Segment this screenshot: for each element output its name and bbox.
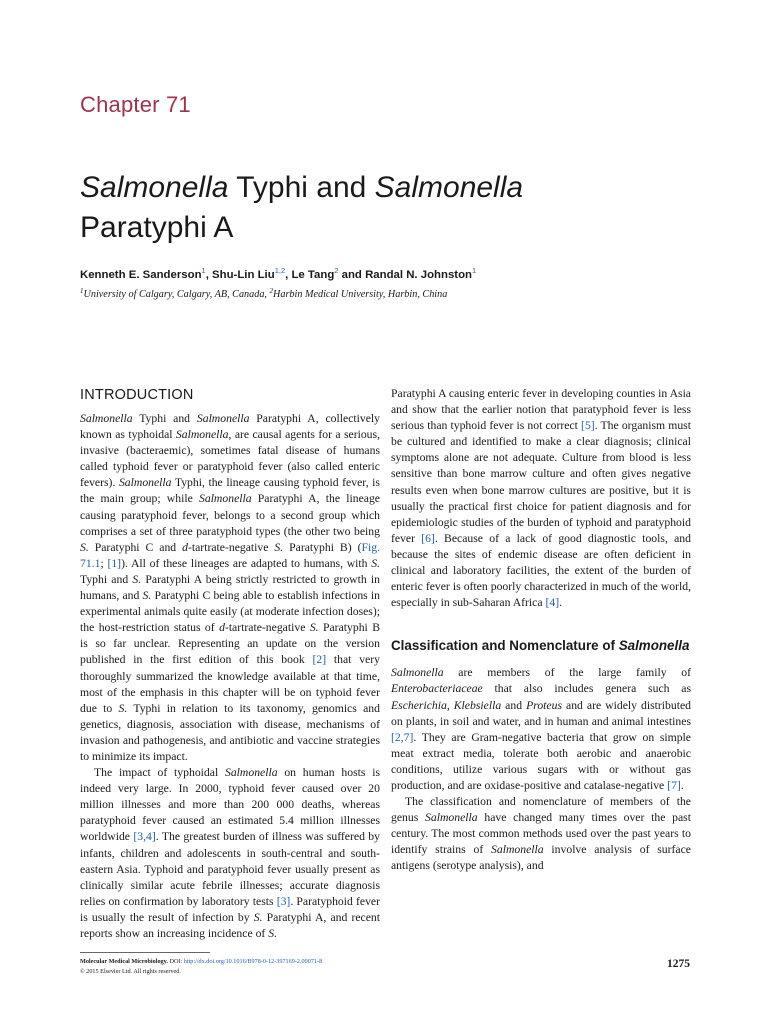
title-italic-2: Salmonella (374, 171, 524, 204)
text-run: Typhi and (80, 572, 133, 586)
italic-text: S. (118, 701, 128, 715)
footer-copyright: © 2015 Elsevier Ltd. All rights reserved. (80, 968, 181, 975)
text-run: Paratyphi A, collectively known as typhoidal (80, 412, 381, 442)
text-run: -tartrate-negative (187, 540, 275, 554)
italic-text: d (219, 621, 225, 635)
italic-text: Salmonella (175, 428, 229, 442)
italic-text: Salmonella (425, 811, 478, 825)
text-run: -tartrate-negative (224, 621, 310, 635)
citation-link[interactable]: [5] (581, 419, 595, 433)
footer-divider (80, 952, 210, 953)
introduction-paragraph-2 (80, 765, 380, 942)
text-run: ; (100, 556, 108, 570)
italic-text: Salmonella (196, 412, 250, 425)
author-separator: and (338, 269, 366, 281)
author (365, 266, 477, 281)
text-run: The classification and nomenclature of members of the genus (391, 795, 691, 825)
italic-text: S. (371, 556, 381, 570)
text-run: , are causal agents for a serious, invasive (bacteraemic), sometimes fatal disease of humans called typhoid fever or paratyphoid fever (also called enteric fevers). (80, 428, 380, 490)
citation-link[interactable]: [7] (667, 778, 681, 792)
text-run: that very thoroughly summarized the knowledge available at that time, most of the emphasis in this chapter will be on typhoid fever due to (80, 653, 380, 715)
text-run: Paratyphi B is so far unclear. Representing an update on the version published in the first edition of this book (80, 621, 381, 667)
citation-link[interactable]: [3,4] (133, 830, 156, 844)
footer-line-1 (80, 957, 322, 967)
italic-text: Salmonella (391, 666, 444, 680)
text-run: The impact of typhoidal (94, 766, 225, 780)
text-run: . The greatest burden of illness was suffered by infants, children and adolescents in south-central and south-eastern Asia. Typhoid and paratyphoid fever usually present as clinically similar acute febrile illnesses; accurate diagnosis relies on confirmation by laboratory tests (80, 830, 380, 908)
text-run: and (501, 698, 527, 712)
text-run: Typhi, the lineage causing typhoid fever, is the main group; while (80, 476, 380, 506)
author-name: Shu-Lin Liu (212, 269, 275, 281)
text-run: and are widely distributed on plants, in soil and water, and in human and animal intestines (391, 698, 692, 728)
citation-link[interactable]: [4] (545, 596, 560, 610)
italic-text: S. (253, 910, 263, 924)
italic-text: Salmonella (224, 766, 278, 780)
introduction-heading: INTRODUCTION (80, 387, 194, 403)
title-text-1: Typhi and (228, 171, 375, 204)
italic-text: Salmonella (80, 412, 133, 425)
italic-text: Salmonella (118, 476, 172, 490)
author (291, 266, 366, 281)
classification-heading-text: Classification and Nomenclature of (391, 638, 619, 654)
text-run: are members of the large family of (443, 666, 691, 680)
classification-heading-italic: Salmonella (618, 638, 690, 654)
citation-link[interactable]: [1] (107, 556, 122, 570)
author-affil-sup[interactable]: 1 (472, 266, 477, 275)
author (212, 266, 292, 281)
text-run: that also includes genera such as (482, 682, 691, 696)
text-run: . Because of a lack of good diagnostic tools, and because the sites of endemic disease are often deficient in clinical and laboratory facilities, the extent of the burden of enteric fever is often poorly characterized in much of the world, especially in sub-Saharan Africa (391, 531, 691, 610)
text-run: have changed many times over the past century. The most common methods used over the past years to identify strains of (391, 811, 691, 857)
author-affil-sup[interactable]: 1,2 (274, 266, 286, 275)
footer-doi-label: DOI: (167, 958, 184, 965)
affiliation-sup: 1 (80, 287, 84, 295)
affiliations (80, 287, 447, 300)
text-run: Paratyphi A, and recent reports show an increasing incidence of (80, 910, 381, 940)
italic-text: S. (309, 621, 319, 635)
affiliation-sup: 2 (269, 287, 274, 295)
affiliation-2: Harbin Medical University, Harbin, China (273, 289, 448, 300)
introduction-paragraph-1 (80, 411, 380, 765)
left-column (80, 386, 380, 942)
italic-text: Enterobacteriaceae (391, 682, 483, 696)
italic-text: Proteus (526, 698, 563, 712)
footer-citation (80, 957, 322, 977)
italic-text: Klebsiella (453, 698, 502, 712)
text-run: Typhi in relation to its taxonomy, genomics and genetics, diagnosis, association with disease, mechanisms of invasion and pathogenesis, and antibiotic and vaccine strategies to minimize its impact. (80, 701, 380, 763)
italic-text: S. (132, 572, 142, 586)
italic-text: S. (268, 927, 277, 940)
article-title (80, 168, 700, 248)
italic-text: Salmonella (491, 843, 544, 857)
author-affil-sup[interactable]: 1 (201, 266, 206, 275)
text-run: . (559, 596, 563, 610)
italic-text: S. (142, 589, 152, 603)
title-text-2: Paratyphi A (80, 211, 234, 244)
text-run: on human hosts is indeed very large. In 2000, typhoid fever caused over 20 million illnesses and more than 200 000 deaths, whereas paratyphoid fever caused an estimated 5.4 million illnesses worldwide (80, 766, 380, 844)
chapter-label: Chapter 71 (80, 92, 191, 117)
author-name: Le Tang (291, 269, 335, 281)
citation-link[interactable]: [3] (276, 894, 291, 908)
text-run: Paratyphi A, the lineage causing paratyphoid fever, belongs to a second group which comprises a set of three paratyphoid types (the other two being (80, 492, 380, 538)
text-run: Typhi and (132, 412, 197, 425)
citation-link[interactable]: [2] (312, 653, 327, 667)
author-separator: , (205, 269, 213, 281)
author-affil-sup[interactable]: 2 (334, 266, 339, 275)
author-list (80, 266, 476, 281)
text-run: , (446, 698, 454, 712)
citation-link[interactable]: [2,7] (391, 730, 414, 744)
classification-paragraph-2 (391, 794, 691, 874)
italic-text: Escherichia (391, 698, 447, 712)
text-run: Paratyphi C being able to establish infections in experimental animals quite easily (at moderate infection doses); the host-restriction status of (80, 589, 380, 635)
text-run: Paratyphi A causing enteric fever in developing counties in Asia and show that the earlier notion that paratyphoid fever is less serious than typhoid fever is not correct (391, 387, 691, 433)
text-run: Paratyphi A being strictly restricted to growth in humans, and (80, 572, 380, 603)
right-column (391, 386, 691, 875)
citation-link[interactable]: Fig. 71.1 (80, 540, 380, 570)
author-name: Randal N. Johnston (365, 269, 473, 281)
text-run: . Paratyphoid fever is usually the result of infection by (80, 894, 381, 924)
footer-book-title: Molecular Medical Microbiology. (80, 958, 168, 965)
title-italic-1: Salmonella (80, 171, 229, 204)
italic-text: Salmonella (199, 492, 252, 506)
footer-doi-link[interactable]: http://dx.doi.org/10.1016/B978-0-12-397169-2.00071-8 (183, 958, 323, 965)
citation-link[interactable]: [6] (421, 531, 435, 545)
text-run: . They are Gram-negative bacteria that grow on simple meat extract media, tolerate both aerobic and anaerobic conditions, utilize various sugars with or without gas production, and are oxidase-positive and catalase-negative (391, 730, 691, 792)
italic-text: d (182, 540, 188, 554)
italic-text: S. (80, 540, 89, 554)
author (80, 266, 213, 281)
author-name: Kenneth E. Sanderson (80, 269, 202, 281)
classification-heading (391, 637, 691, 655)
text-run: Paratyphi B) ( (283, 540, 362, 554)
author-separator: , (285, 269, 292, 281)
introduction-paragraph-2-continued (391, 386, 691, 611)
page-number: 1275 (667, 958, 690, 970)
text-run: ). All of these lineages are adapted to humans, with (121, 556, 372, 570)
italic-text: S. (274, 540, 284, 554)
affiliation-1: University of Calgary, Calgary, AB, Canada, (83, 289, 270, 300)
classification-paragraph-1 (391, 665, 691, 794)
text-run: Paratyphi C and (88, 540, 183, 554)
text-run: . (680, 778, 684, 792)
text-run: involve analysis of surface antigens (serotype analysis), and (391, 843, 691, 873)
text-run: . The organism must be cultured and identified to make a clear diagnosis; clinical symptoms alone are not adequate. Culture from blood is less sensitive than bone marrow culture and often gives negative results even when bone marrow cultures are positive, but it is usually the practical first choice for patient diagnosis and for epidemiologic studies of the burden of typhoid and paratyphoid fever (391, 419, 691, 545)
